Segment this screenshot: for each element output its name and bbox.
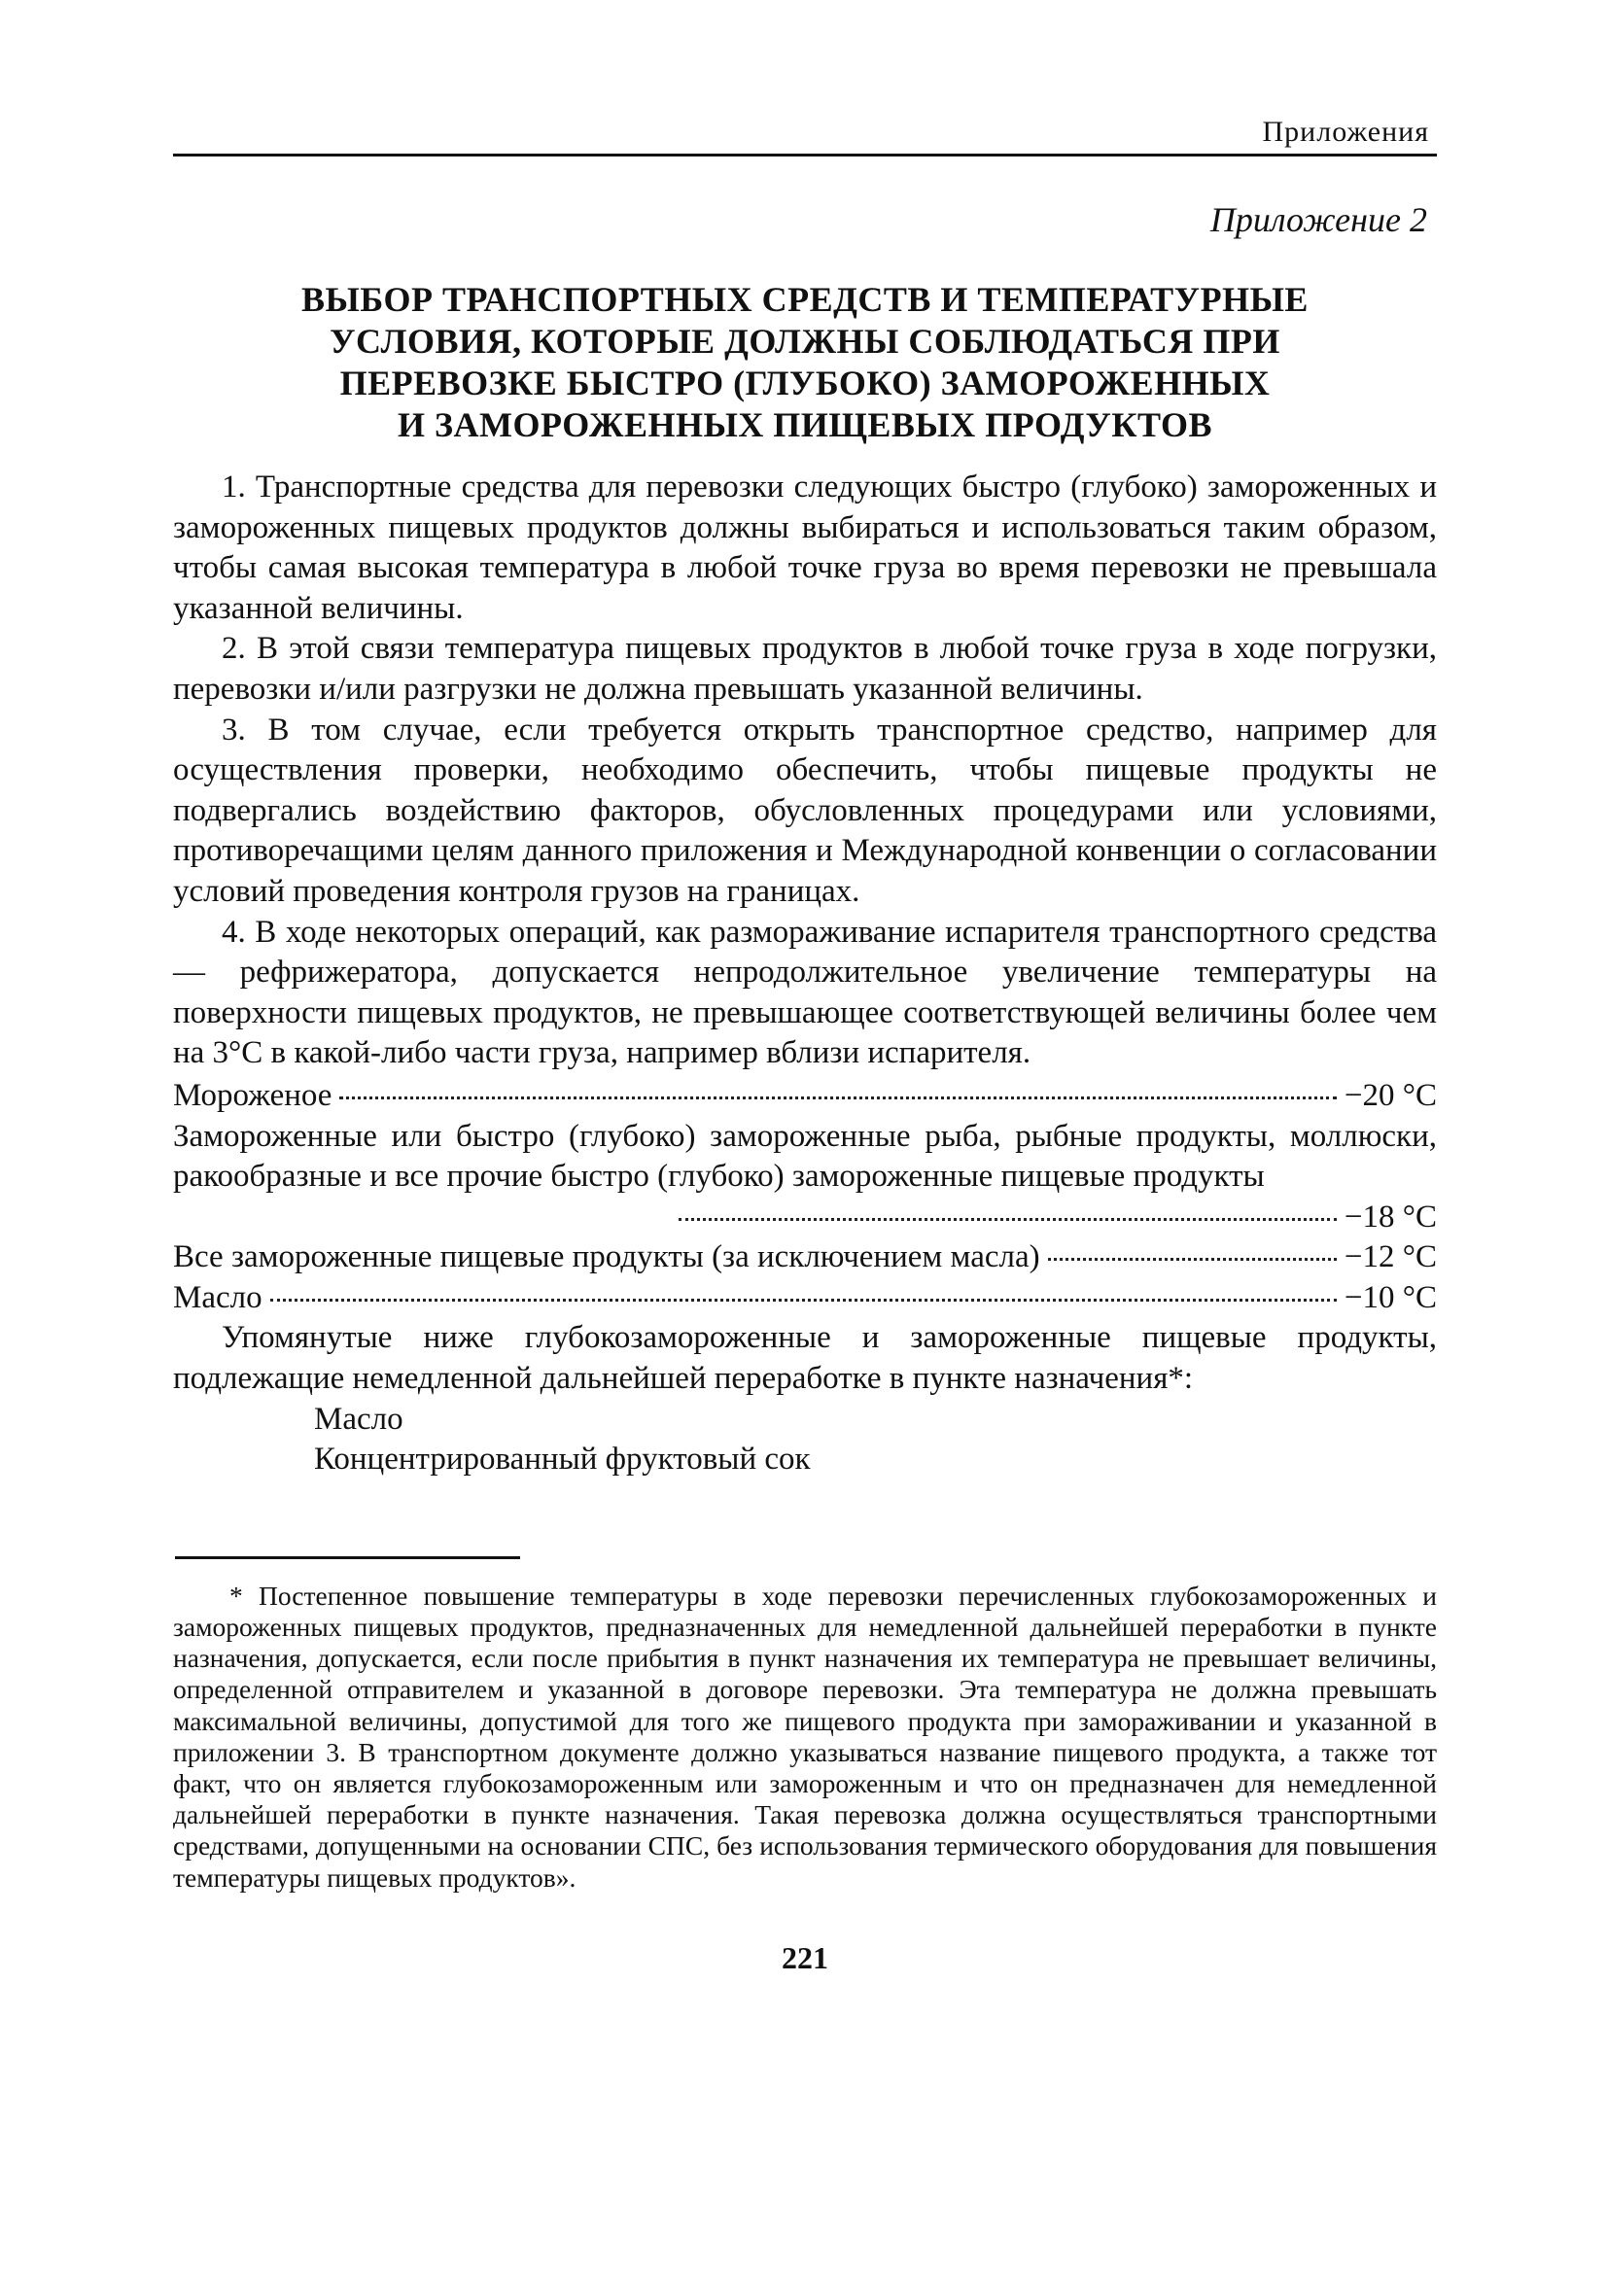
title-line: УСЛОВИЯ, КОТОРЫЕ ДОЛЖНЫ СОБЛЮДАТЬСЯ ПРИ xyxy=(330,322,1280,361)
dot-leader xyxy=(339,1096,1337,1099)
temperature-row-all-frozen xyxy=(173,1237,1437,1278)
appendix-label: Приложение 2 xyxy=(1209,200,1427,239)
footnote: * Постепенное повышение температуры в ходе перевозки перечисленных глубокозамороженных и замороженных пищевых продуктов, предназначенных для немедленной дальнейшей переработки в пункте назначения, допускается, если после прибытия в пункт назначения их температура не превышает величины, определенной отправителем и указанной в договоре перевозки. Эта температура не должна превышать максимальной величины, допустимой для того же пищевого продукта при замораживании и указанной в приложении 3. В транспортном документе должно указываться название пищевого продукта, а также тот факт, что он является глубокозамороженным или замороженным и что он предназначен для немедленной дальнейшей переработки в пункте назначения. Такая перевозка должна осуществляться транспортными средствами, допущенными на основании СПС, без использования термического оборудования для повышения температуры пищевых продуктов». xyxy=(173,1580,1437,1893)
dot-leader xyxy=(679,1218,1337,1221)
title-line: ВЫБОР ТРАНСПОРТНЫХ СРЕДСТВ И ТЕМПЕРАТУРНЫЕ xyxy=(301,280,1309,319)
temperature-row-fish-value xyxy=(173,1198,1437,1238)
product-name: Масло xyxy=(173,1279,262,1315)
product-name: Все замороженные пищевые продукты (за исключением масла) xyxy=(173,1239,1040,1275)
product-name: Мороженое xyxy=(173,1077,332,1113)
title-line: И ЗАМОРОЖЕННЫХ ПИЩЕВЫХ ПРОДУКТОВ xyxy=(397,405,1212,444)
subsequent-processing-text: Упомянутые ниже глубокозамороженные и замороженные пищевые продукты, подлежащие немедленной дальнейшей переработке в пункте назначения*: xyxy=(173,1320,1437,1397)
document-page xyxy=(173,115,1437,1976)
page-number: 221 xyxy=(782,1939,828,1975)
product-items xyxy=(314,1400,1437,1480)
paragraph-4: 4. В ходе некоторых операций, как размораживание испарителя транспортного средства — рефрижератора, допускается непродолжительное увеличение температуры на поверхности пищевых продуктов, не превышающее соответствующей величины более чем на 3°С в какой-либо части груза, например вблизи испарителя. xyxy=(173,914,1437,1071)
item-juice: Концентрированный фруктовый сок xyxy=(314,1442,811,1478)
temperature-row-ice-cream xyxy=(173,1076,1437,1117)
temperature-row-fish xyxy=(173,1117,1437,1198)
temperature-row-butter xyxy=(173,1278,1437,1319)
temperature-value: −12 °С xyxy=(1344,1239,1437,1275)
temperature-value: −18 °С xyxy=(1344,1199,1437,1235)
body-text xyxy=(173,468,1437,1480)
header-rule xyxy=(173,154,1437,157)
dot-leader xyxy=(1048,1258,1337,1261)
temperature-value: −10 °С xyxy=(1344,1279,1437,1315)
running-head: Приложения xyxy=(1262,116,1429,148)
product-name: Замороженные или быстро (глубоко) замороженные рыба, рыбные продукты, моллюски, ракообразные и все прочие быстро (глубоко) замороженные пищевые продукты xyxy=(173,1118,1437,1195)
dot-leader xyxy=(270,1299,1337,1302)
item-butter: Масло xyxy=(314,1401,403,1437)
footnote-rule xyxy=(175,1556,520,1559)
paragraph-2: 2. В этой связи температура пищевых продуктов в любой точке груза в ходе погрузки, перевозки и/или разгрузки не должна превышать указанной величины. xyxy=(173,631,1437,707)
temperature-value: −20 °С xyxy=(1344,1077,1437,1113)
paragraph-1: 1. Транспортные средства для перевозки следующих быстро (глубоко) замороженных и замороженных пищевых продуктов должны выбираться и использоваться таким образом, чтобы самая высокая температура в любой точке груза во время перевозки не превышала указанной величины. xyxy=(173,470,1437,626)
temperature-list xyxy=(173,1076,1437,1319)
document-title xyxy=(173,279,1437,446)
title-line: ПЕРЕВОЗКЕ БЫСТРО (ГЛУБОКО) ЗАМОРОЖЕННЫХ xyxy=(339,364,1271,402)
paragraph-3: 3. В том случае, если требуется открыть транспортное средство, например для осуществления проверки, необходимо обеспечить, чтобы пищевые продукты не подвергались воздействию факторов, обусловленных процедурами или условиями, противоречащими целям данного приложения и Международной конвенции о согласовании условий проведения контроля грузов на границах. xyxy=(173,712,1437,909)
